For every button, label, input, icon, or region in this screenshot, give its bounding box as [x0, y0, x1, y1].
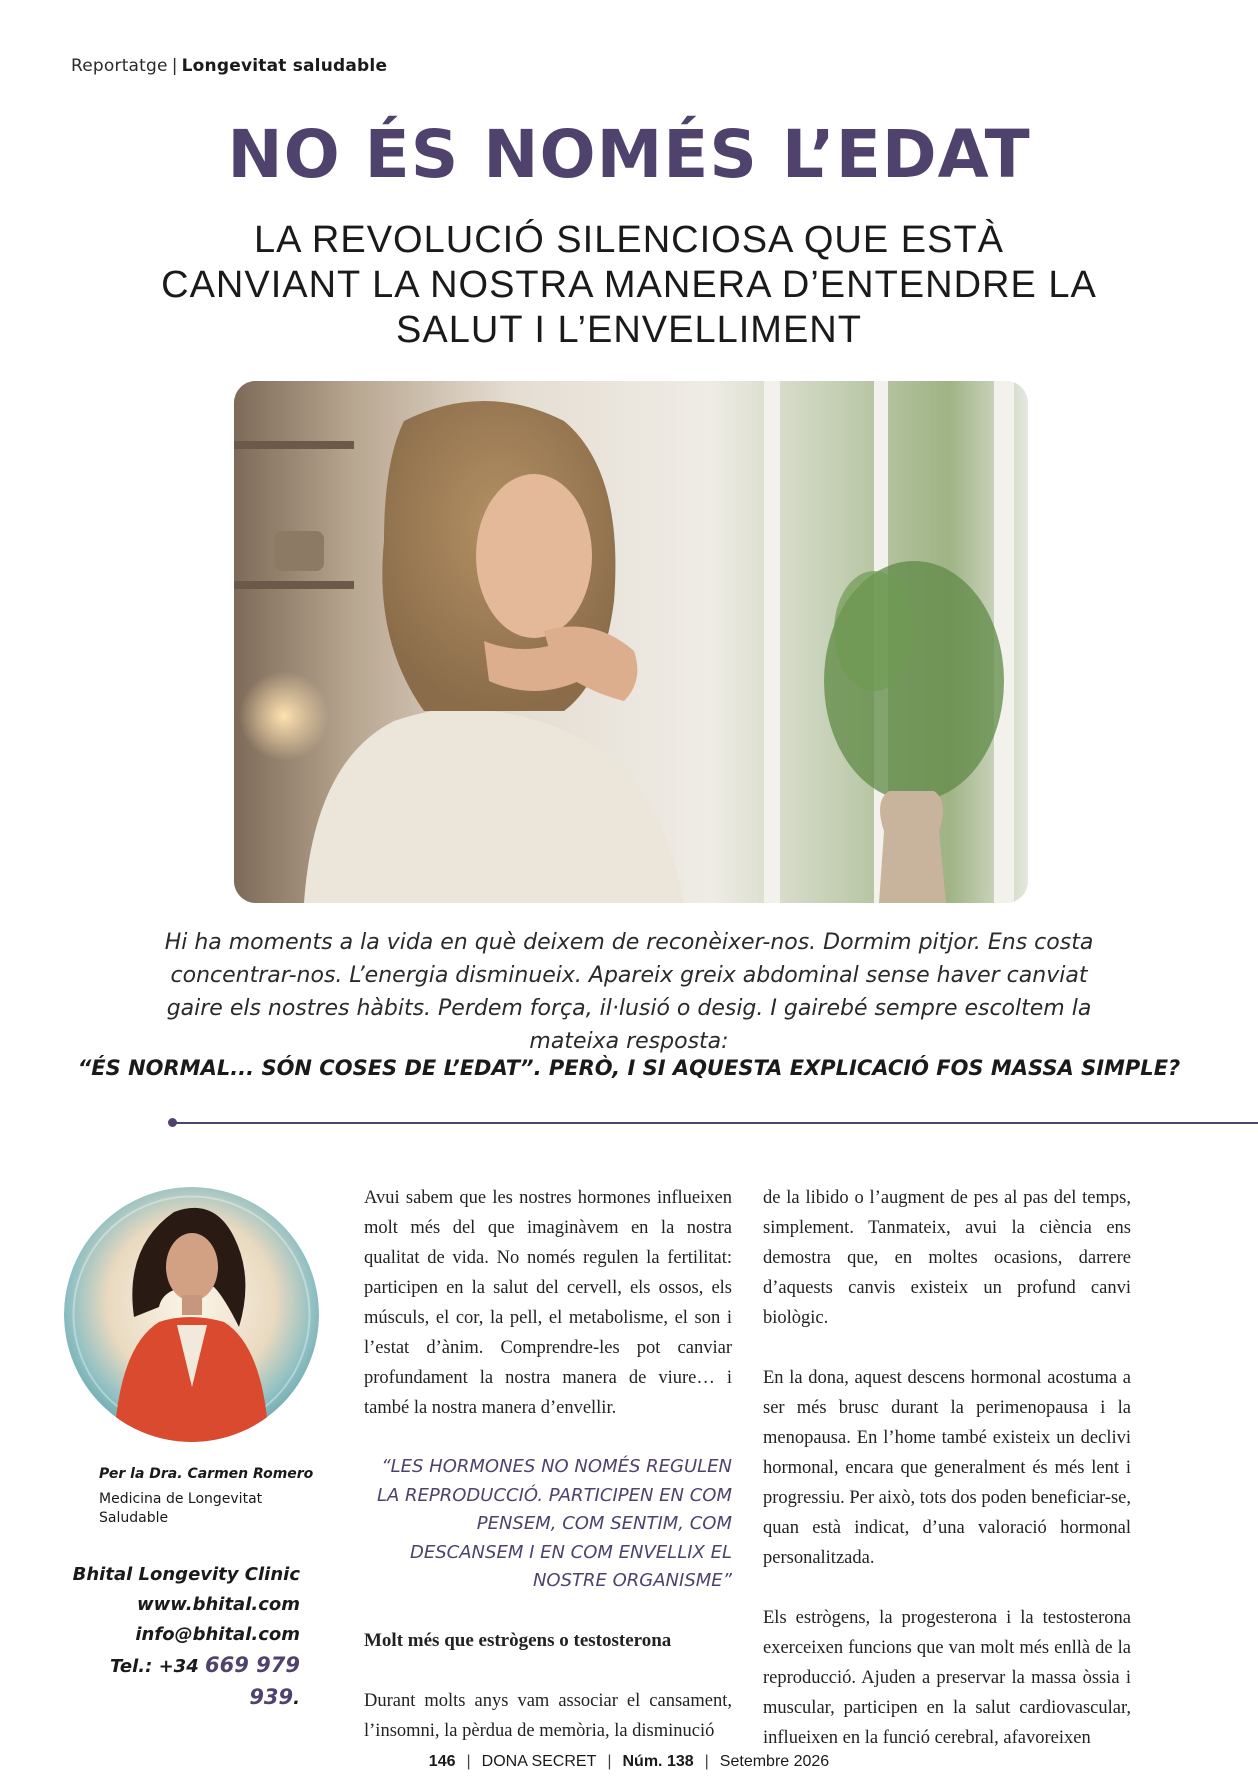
footer-separator: | [704, 1753, 709, 1770]
author-role: Medicina de Longevitat Saludable [99, 1491, 263, 1526]
clinic-website-link[interactable]: www.bhital.com [137, 1594, 300, 1615]
section-divider [170, 1122, 1258, 1124]
hero-image [234, 381, 1028, 903]
footer-separator: | [466, 1753, 471, 1770]
phone-prefix: Tel.: +34 [109, 1656, 199, 1677]
section-subheading: Molt més que estrògens o testosterona [364, 1629, 672, 1651]
clinic-contact [60, 1560, 300, 1714]
lead-question: “ÉS NORMAL... SÓN COSES DE L’EDAT”. PERÒ, I SI AQUESTA EXPLICACIÓ FOS MASSA SIMPLE? [77, 1056, 1181, 1080]
article-title: NO ÉS NOMÉS L’EDAT [227, 116, 1031, 193]
body-paragraph: de la libido o l’augment de pes al pas del temps, simplement. Tanmateix, avui la ciència ens demostra que, en moltes ocasions, darrere d’aquests canvis existeix un profund canvi biològic. [763, 1188, 1131, 1328]
article-column-1 [364, 1183, 732, 1776]
body-paragraph: Els estrògens, la progesterona i la testosterona exerceixen funcions que van molt més enllà de la reproducció. Ajuden a preservar la massa òssia i muscular, participen en la salut cardiovascular, influeixen en la funció cerebral, afavoreixen [763, 1608, 1131, 1748]
woman-looking-out-window-photo [234, 381, 1028, 903]
section-separator: | [171, 56, 178, 76]
section-topic: Longevitat saludable [181, 56, 388, 76]
body-paragraph: Avui sabem que les nostres hormones influeixen molt més del que imaginàvem en la nostra qualitat de vida. No només regulen la fertilitat: participen en la salut del cervell, els ossos, els músculs, el cor, la pell, el metabolisme, el son i l’estat d’ànim. Comprendre-les pot canviar profundament la nostra manera de viure… i també la nostra manera d’envellir. [364, 1188, 732, 1418]
issue-date: Setembre 2026 [719, 1753, 830, 1770]
phone-suffix: . [293, 1688, 300, 1709]
divider-dot [168, 1118, 177, 1127]
article-subtitle: LA REVOLUCIÓ SILENCIOSA QUE ESTÀ CANVIANT LA NOSTRA MANERA D’ENTENDRE LA SALUT I L’ENVELLIMENT [161, 219, 1097, 351]
body-paragraph: Durant molts anys vam associar el cansament, l’insomni, la pèrdua de memòria, la disminució [364, 1690, 732, 1741]
section-label [71, 56, 387, 76]
body-paragraph: En la dona, aquest descens hormonal acostuma a ser més brusc durant la perimenopausa i la menopausa. En l’home també existeix un declivi hormonal, encara que generalment és més lent i progressiu. Per això, tots dos poden beneficiar-se, quan està indicat, d’una valoració hormonal personalitzada. [763, 1368, 1131, 1568]
page-footer [0, 1753, 1258, 1771]
author-portrait-photo [64, 1187, 319, 1442]
clinic-phone [60, 1650, 300, 1714]
pull-quote: “LES HORMONES NO NOMÉS REGULEN LA REPRODUCCIÓ. PARTICIPEN EN COM PENSEM, COM SENTIM, COM DESCANSEM I EN COM ENVELLIX EL NOSTRE ORGANISME” [376, 1456, 732, 1591]
author-byline: Per la Dra. Carmen Romero [99, 1466, 314, 1482]
clinic-name: Bhital Longevity Clinic [72, 1564, 300, 1585]
magazine-name: DONA SECRET [481, 1753, 597, 1770]
footer-separator: | [607, 1753, 612, 1770]
issue-number: Núm. 138 [622, 1753, 694, 1770]
article-column-2 [763, 1183, 1131, 1783]
phone-number[interactable]: 669 979 939 [205, 1653, 300, 1709]
section-name: Reportatge [71, 56, 168, 76]
page-number: 146 [428, 1753, 456, 1770]
author-portrait [64, 1187, 319, 1442]
intro-paragraph: Hi ha moments a la vida en què deixem de reconèixer-nos. Dormim pitjor. Ens costa concentrar-nos. L’energia disminueix. Apareix greix abdominal sense haver canviat gaire els nostres hàbits. Perdem força, il·lusió o desig. I gairebé sempre escoltem la mateixa resposta: [164, 930, 1094, 1054]
clinic-email-link[interactable]: info@bhital.com [135, 1624, 300, 1645]
